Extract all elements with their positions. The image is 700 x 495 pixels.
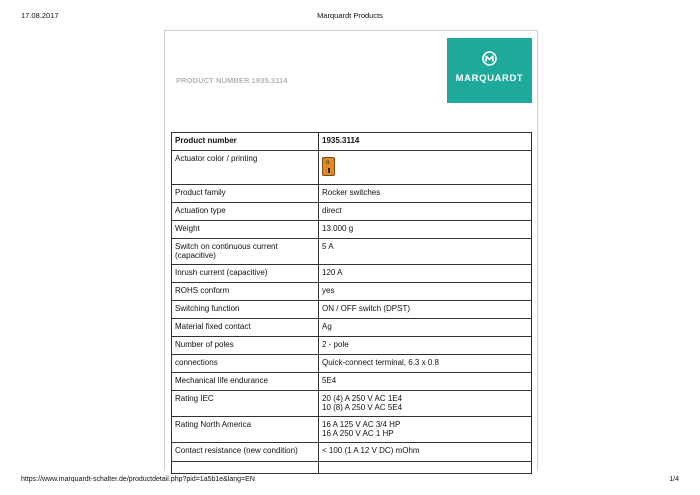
cell-label: Product number — [172, 133, 319, 151]
cell-value: 120 A — [319, 265, 532, 283]
cell-value: 13.000 g — [319, 221, 532, 239]
cell-label: Actuator color / printing — [172, 151, 319, 185]
cell-value: yes — [319, 283, 532, 301]
rating-line: 10 (8) A 250 V AC 5E4 — [322, 403, 403, 412]
table-row — [172, 462, 532, 474]
cell-label: Rating North America — [172, 417, 319, 443]
cell-value: 5 A — [319, 239, 532, 265]
cell-label: Switching function — [172, 301, 319, 319]
cell-label: Actuation type — [172, 203, 319, 221]
print-url: https://www.marquardt-schalter.de/productdetail.php?pid=1a5b1e&lang=EN — [21, 476, 255, 483]
cell-value: Ag — [319, 319, 532, 337]
cell-value: 1935.3114 — [319, 133, 532, 151]
cell-label: Mechanical life endurance — [172, 373, 319, 391]
table-row — [172, 151, 532, 185]
table-row — [172, 373, 532, 391]
table-row — [172, 443, 532, 462]
page-title: PRODUCT NUMBER 1935.3114 — [176, 76, 288, 85]
cell-label: Rating IEC — [172, 391, 319, 417]
table-row — [172, 185, 532, 203]
table-row — [172, 283, 532, 301]
cell-label: Weight — [172, 221, 319, 239]
table-row — [172, 337, 532, 355]
page-number: 1/4 — [669, 476, 679, 483]
table-row — [172, 133, 532, 151]
rating-line: 16 A 250 V AC 1 HP — [322, 429, 394, 438]
print-footer — [21, 476, 679, 486]
table-row — [172, 265, 532, 283]
table-row — [172, 391, 532, 417]
cell-label: Number of poles — [172, 337, 319, 355]
cell-value: direct — [319, 203, 532, 221]
print-header — [21, 11, 679, 21]
table-row — [172, 239, 532, 265]
marquardt-emblem-icon — [482, 51, 497, 66]
cell-value: < 100 (1 A 12 V DC) mOhm — [319, 443, 532, 462]
table-row — [172, 203, 532, 221]
cell-label: Inrush current (capacitive) — [172, 265, 319, 283]
cell-value — [319, 462, 532, 474]
cell-value — [319, 151, 532, 185]
rating-line: 16 A 125 V AC 3/4 HP — [322, 420, 401, 429]
table-row — [172, 221, 532, 239]
cell-value: Quick-connect terminal, 6.3 x 0.8 — [319, 355, 532, 373]
spec-table — [171, 132, 532, 474]
cell-value — [319, 391, 532, 417]
marquardt-logo — [447, 38, 532, 103]
print-title: Marquardt Products — [317, 11, 383, 20]
cell-value: Rocker switches — [319, 185, 532, 203]
cell-label: Contact resistance (new condition) — [172, 443, 319, 462]
cell-label — [172, 462, 319, 474]
table-row — [172, 417, 532, 443]
actuator-swatch-icon: o — [322, 157, 335, 176]
cell-label: Product family — [172, 185, 319, 203]
rating-line: 20 (4) A 250 V AC 1E4 — [322, 394, 403, 403]
product-sheet — [164, 30, 538, 471]
cell-label: connections — [172, 355, 319, 373]
logo-wordmark: MARQUARDT — [455, 73, 524, 84]
cell-label: ROHS conform — [172, 283, 319, 301]
table-row — [172, 355, 532, 373]
print-date: 17.08.2017 — [21, 11, 59, 20]
cell-value: 5E4 — [319, 373, 532, 391]
cell-value: ON / OFF switch (DPST) — [319, 301, 532, 319]
cell-value: 2 - pole — [319, 337, 532, 355]
cell-value — [319, 417, 532, 443]
cell-label: Switch on continuous current (capacitive) — [172, 239, 319, 265]
table-row — [172, 319, 532, 337]
table-row — [172, 301, 532, 319]
cell-label: Material fixed contact — [172, 319, 319, 337]
